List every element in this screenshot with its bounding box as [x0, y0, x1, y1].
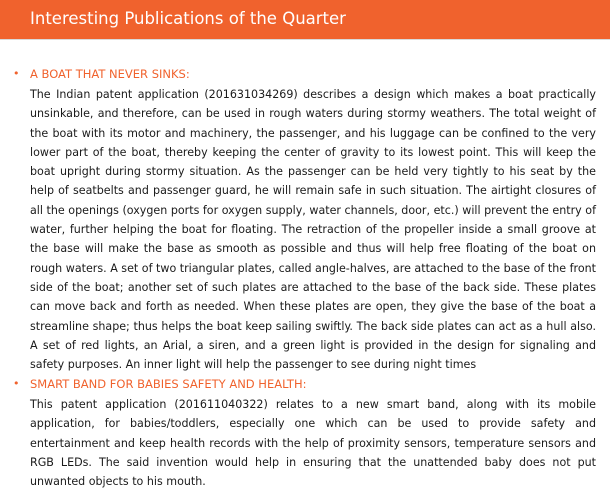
article-title: SMART BAND FOR BABIES SAFETY AND HEALTH:	[30, 377, 307, 391]
article-smart-band	[13, 376, 596, 491]
article-title: A BOAT THAT NEVER SINKS:	[30, 67, 190, 81]
article-heading	[13, 376, 596, 392]
article-heading	[13, 66, 596, 82]
page-title: Interesting Publications of the Quarter	[30, 9, 346, 28]
article-body: This patent application (201611040322) relates to a new smart band, along with its mobile application, for babies/toddlers, especially one which can be used to provide safety and entertainment and keep health records with the help of proximity sensors, temperature sensors and RGB LEDs. The said invention would help in ensuring that the unattended baby does not put unwanted objects to his mouth.	[30, 398, 596, 489]
article-boat	[13, 66, 596, 374]
article-body: The Indian patent application (201631034269) describes a design which makes a boat practically unsinkable, and therefore, can be used in rough waters during stormy weathers. The total weight of the boat with its motor and machinery, the passenger, and his luggage can be confined to the very lower part of the boat, thereby keeping the center of gravity to its lowest point. This will keep the boat upright during stormy situation. As the passenger can be held very tightly to his seat by the help of seatbelts and passenger guard, he will remain safe in such situation. The airtight closures of all the openings (oxygen ports for oxygen supply, water channels, door, etc.) will prevent the entry of water, further helping the boat for floating. The retraction of the propeller inside a small groove at the base will make the base as smooth as possible and thus will help free floating of the boat on rough waters. A set of two triangular plates, called angle-halves, are attached to the base of the front side of the boat; another set of such plates are attached to the base of the back side. These plates can move back and forth as needed. When these plates are open, they give the base of the boat a streamline shape; thus helps the boat keep sailing swiftly. The back side plates can act as a hull also. A set of red lights, an Arial, a siren, and a green light is provided in the design for signaling and safety purposes. An inner light will help the passenger to see during night times	[30, 88, 596, 372]
page-header	[0, 0, 610, 40]
bullet-icon: •	[13, 377, 20, 390]
bullet-icon: •	[13, 67, 20, 80]
